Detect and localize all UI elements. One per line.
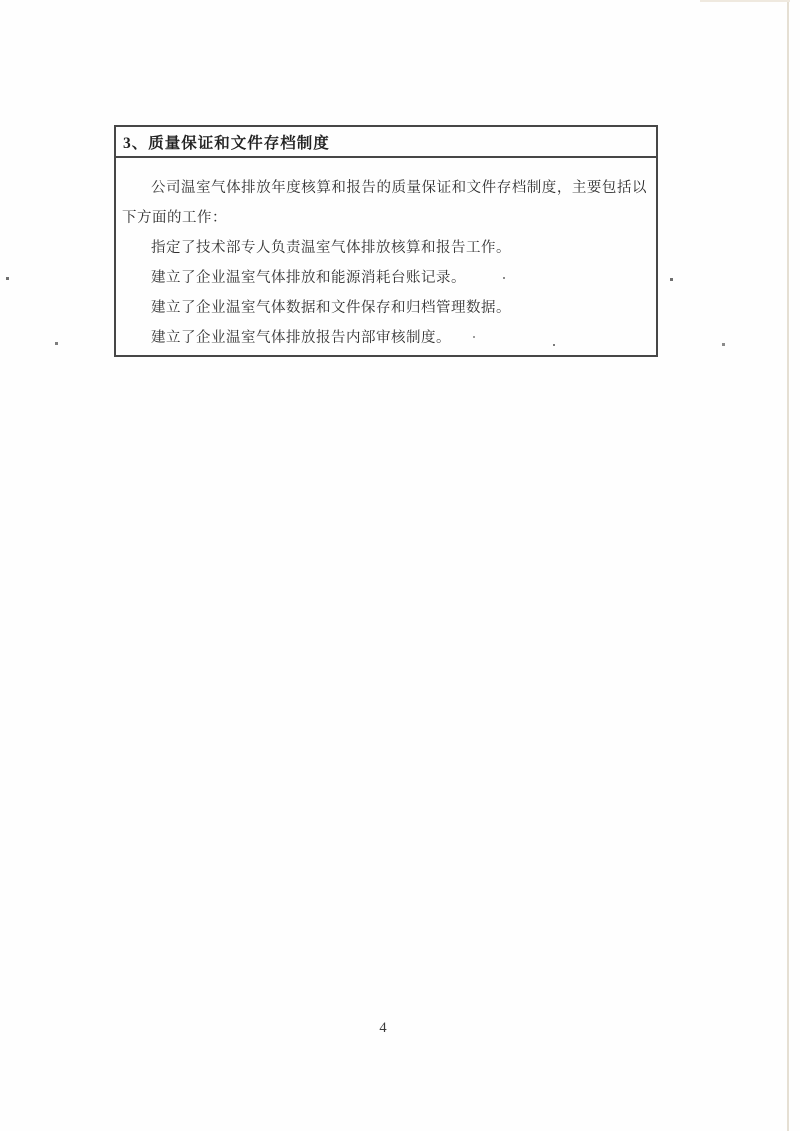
list-item-responsible-person: 指定了技术部专人负责温室气体排放核算和报告工作。 [151,240,511,256]
section-box [114,125,658,357]
scan-speck [55,342,58,345]
list-item-internal-review: 建立了企业温室气体排放报告内部审核制度。 [151,330,451,346]
page-number: 4 [379,1020,387,1036]
scan-speck [670,278,673,281]
scan-speck [503,277,505,279]
section-header [116,127,656,158]
section-body [116,158,656,353]
scan-speck [722,343,725,346]
list-item-archive-management: 建立了企业温室气体数据和文件保存和归档管理数据。 [151,300,511,316]
scan-speck [6,277,9,280]
scan-speck [553,344,555,346]
list-item-ledger-records: 建立了企业温室气体排放和能源消耗台账记录。 [151,270,466,286]
scan-edge-top-line [700,0,790,2]
section-heading: 3、质量保证和文件存档制度 [123,134,330,152]
scan-edge-line [787,0,789,1131]
scan-speck [473,336,475,338]
intro-line-2: 下方面的工作： [122,210,227,226]
intro-line-1: 公司温室气体排放年度核算和报告的质量保证和文件存档制度，主要包括以 [151,180,647,196]
